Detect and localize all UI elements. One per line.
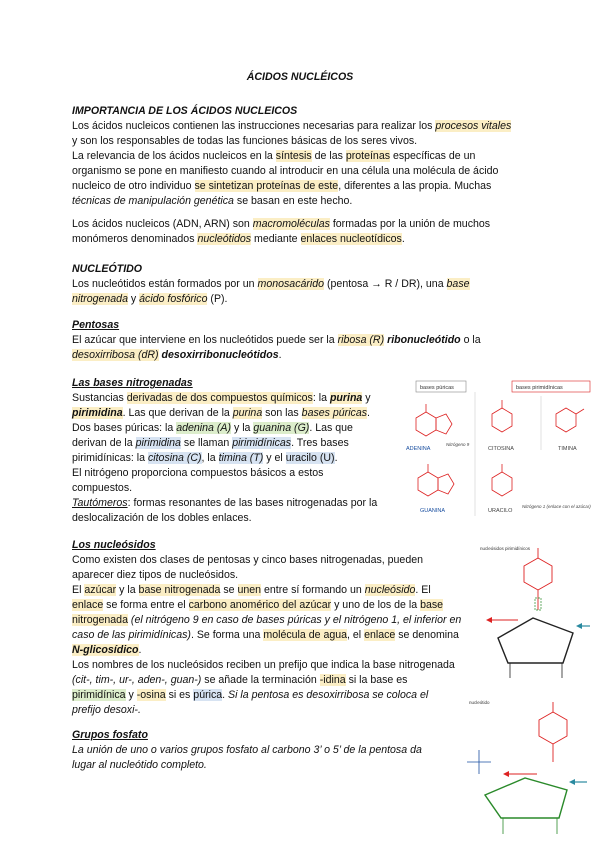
- nucleotide-diagram: [455, 690, 595, 842]
- nucleoside-figure: [478, 538, 593, 686]
- section-importancia: [72, 104, 542, 247]
- uracil-structure: [492, 464, 512, 496]
- paragraph: desoxirribosa (dR) desoxirribonucleótidos.: [72, 349, 282, 361]
- section-pentosas: [72, 318, 542, 363]
- paragraph: N-glicosídico.: [72, 644, 142, 656]
- paragraph: Dos bases púricas: la adenina (A) y la guanina (G). Las que: [72, 422, 353, 434]
- pyrimidine-box-label: bases pirimidínicas: [516, 385, 563, 391]
- paragraph: Como existen dos clases de pentosas y cinco bases nitrogenadas, pueden: [72, 554, 423, 566]
- paragraph: pirimidínica y -osina si es púrica. Si la pentosa es desoxirribosa se coloca el: [72, 689, 429, 701]
- paragraph: La unión de uno o varios grupos fosfato al carbono 3’ o 5’ de la pentosa da: [72, 744, 422, 756]
- phosphate-group: [467, 750, 491, 774]
- paragraph: organismo se pone en manifiesto cuando al introducir en una célula una molécula de ácido: [72, 165, 499, 177]
- paragraph: aparecer diez tipos de nucleósidos.: [72, 569, 239, 581]
- adenina-label: ADENINA: [406, 446, 431, 452]
- pyrimidine-ring: [524, 548, 552, 610]
- citosina-label: CITOSINA: [488, 446, 514, 452]
- paragraph: derivan de la pirimidina se llaman pirimidínicas. Tres bases: [72, 437, 349, 449]
- paragraph: Los ácidos nucleicos (ADN, ARN) son macromoléculas formadas por la unión de muchos: [72, 218, 491, 230]
- bases-diagram: [402, 378, 592, 520]
- paragraph: técnicas de manipulación genética se basan en este hecho.: [72, 195, 353, 207]
- nucleotide-figure: [455, 690, 595, 842]
- nitrogeno1-label: Nitrógeno 1 (enlace con el azúcar): [522, 504, 591, 509]
- paragraph: y son los responsables de todas las funciones básicas de los seres vivos.: [72, 135, 418, 147]
- section-bases: [72, 376, 397, 526]
- paragraph: caso de las pirimidínicas). Se forma una molécula de agua, el enlace se denomina: [72, 629, 459, 641]
- nucleotido-figure-label: nucleótido: [469, 700, 490, 705]
- paragraph: Tautómeros: formas resonantes de las bases nitrogenadas por la: [72, 497, 378, 509]
- nucleosidos-figure-label: nucleósidos pirimidínicos: [480, 546, 531, 551]
- paragraph: monómeros denominados nucleótidos mediante enlaces nucleotídicos.: [72, 233, 405, 245]
- paragraph: Los nucleótidos están formados por un monosacárido (pentosa → R / DR), una base: [72, 278, 470, 290]
- heading-nucleosidos: Los nucleósidos: [72, 539, 156, 551]
- paragraph: El azúcar y la base nitrogenada se unen entre sí formando un nucleósido. El: [72, 584, 431, 596]
- paragraph: La relevancia de los ácidos nucleicos en la síntesis de las proteínas específicas de un: [72, 150, 476, 162]
- paragraph: nitrogenada y ácido fosfórico (P).: [72, 293, 228, 305]
- heading-fosfato: Grupos fosfato: [72, 729, 148, 741]
- nitrogeno9-label: Nitrógeno 9: [446, 442, 470, 447]
- paragraph: El azúcar que interviene en los nucleótidos puede ser la ribosa (R) ribonucleótido o la: [72, 334, 481, 346]
- paragraph: enlace se forma entre el carbono anomérico del azúcar y uno de los de la base: [72, 599, 444, 611]
- paragraph: Sustancias derivadas de dos compuestos químicos: la purina y: [72, 392, 371, 404]
- paragraph: El nitrógeno proporciona compuestos básicos a estos: [72, 467, 324, 479]
- paragraph: Los nombres de los nucleósidos reciben un prefijo que indica la base nitrogenada: [72, 659, 455, 671]
- thymine-structure: [556, 408, 584, 432]
- paragraph: nucleico de otro individuo se sintetizan proteínas de este, diferentes a las propia. Muchas: [72, 180, 492, 192]
- adenine-structure: [416, 404, 452, 436]
- paragraph: pirimidínicas: la citosina (C), la timina (T) y el uracilo (U).: [72, 452, 338, 464]
- heading-nucleotido: NUCLEÓTIDO: [72, 263, 143, 275]
- nucleoside-diagram: [478, 538, 593, 686]
- heading-pentosas: Pentosas: [72, 319, 120, 331]
- timina-label: TIMINA: [558, 446, 577, 452]
- paragraph: pirimidina. Las que derivan de la purina son las bases púricas.: [72, 407, 370, 419]
- paragraph: Los ácidos nucleicos contienen las instrucciones necesarias para realizar los procesos vitales: [72, 120, 512, 132]
- section-nucleotido: [72, 262, 542, 307]
- nucleotide-base-ring: [539, 702, 567, 762]
- heading-importancia: IMPORTANCIA DE LOS ÁCIDOS NUCLEICOS: [72, 105, 298, 117]
- uracilo-label: URACILO: [488, 508, 513, 514]
- paragraph: (cit-, tim-, ur-, aden-, guan-) se añade la terminación -idina si la base es: [72, 674, 408, 686]
- page-title: ÁCIDOS NUCLÉICOS: [246, 71, 354, 83]
- paragraph: compuestos.: [72, 482, 133, 494]
- section-fosfato: [72, 728, 462, 773]
- purine-box-label: bases púricas: [420, 385, 454, 391]
- paragraph: deslocalización de los dobles enlaces.: [72, 512, 252, 524]
- paragraph: lugar al nucleótido completo.: [72, 759, 207, 771]
- section-nucleosidos: [72, 538, 492, 718]
- heading-bases: Las bases nitrogenadas: [72, 377, 193, 389]
- paragraph: prefijo desoxi-.: [72, 704, 141, 716]
- paragraph: nitrogenada (el nitrógeno 9 en caso de bases púricas y el nitrógeno 1, el inferior en: [72, 614, 462, 626]
- guanine-structure: [418, 464, 454, 496]
- cytosine-structure: [492, 400, 512, 432]
- bases-figure: [402, 378, 592, 520]
- sugar-ring: [498, 618, 573, 663]
- guanina-label: GUANINA: [420, 508, 446, 514]
- nucleotide-sugar-ring: [485, 778, 567, 818]
